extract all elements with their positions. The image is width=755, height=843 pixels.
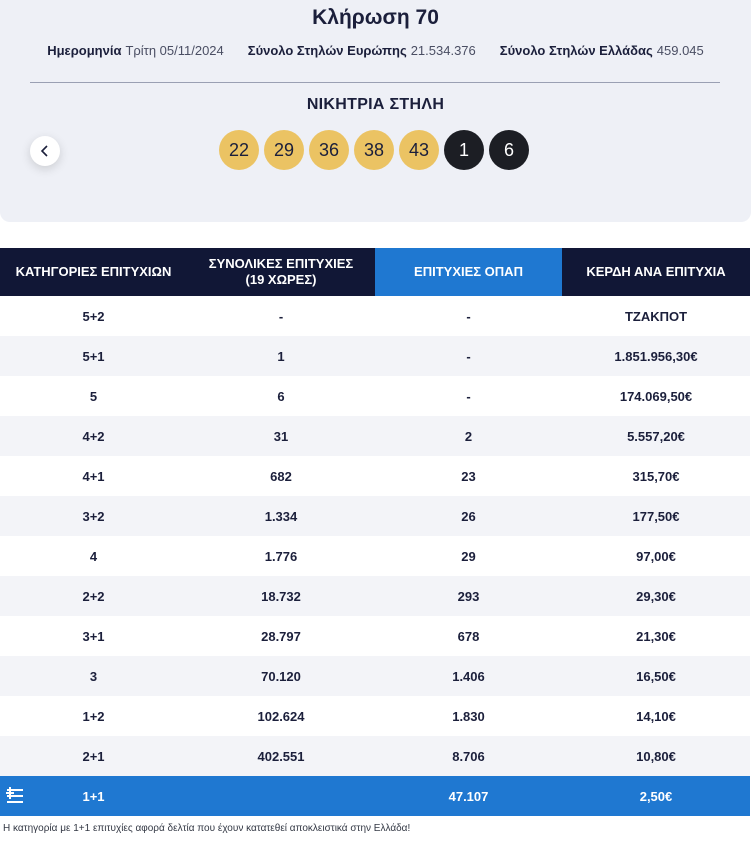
cell-total: [187, 776, 375, 816]
cell-prize: 16,50€: [562, 656, 750, 696]
greece-columns-label: Σύνολο Στηλών Ελλάδας: [499, 43, 653, 58]
cell-opap: 678: [375, 616, 562, 656]
europe-columns-label: Σύνολο Στηλών Ευρώπης: [247, 43, 407, 58]
cell-category: 2+2: [0, 576, 187, 616]
cell-category: 4+1: [0, 456, 187, 496]
draw-date-label: Ημερομηνία: [47, 43, 122, 58]
cell-total: 402.551: [187, 736, 375, 776]
header-total-wins: [187, 248, 375, 296]
number-ball: 36: [309, 130, 349, 170]
greek-flag-icon: [6, 787, 24, 805]
cell-opap: -: [375, 336, 562, 376]
draw-info-panel: [0, 0, 751, 222]
cell-total: 18.732: [187, 576, 375, 616]
chevron-left-icon: [40, 145, 50, 157]
cell-total: -: [187, 296, 375, 336]
greece-columns: [500, 43, 704, 58]
number-ball: 43: [399, 130, 439, 170]
header-opap-wins: ΕΠΙΤΥΧΙΕΣ ΟΠΑΠ: [375, 248, 562, 296]
table-row: [0, 496, 750, 536]
table-row: [0, 696, 750, 736]
cell-prize: 177,50€: [562, 496, 750, 536]
divider: [30, 82, 720, 83]
cell-category: 3+2: [0, 496, 187, 536]
cell-prize: 10,80€: [562, 736, 750, 776]
cell-total: 6: [187, 376, 375, 416]
cell-prize: ΤΖΑΚΠΟΤ: [562, 296, 750, 336]
cell-prize: 2,50€: [562, 776, 750, 816]
cell-prize: 97,00€: [562, 536, 750, 576]
cell-total: 1.776: [187, 536, 375, 576]
star-ball: 1: [444, 130, 484, 170]
cell-prize: 21,30€: [562, 616, 750, 656]
table-row: [0, 656, 750, 696]
winning-column-label: ΝΙΚΗΤΡΙΑ ΣΤΗΛΗ: [306, 96, 445, 113]
draw-date: [47, 43, 224, 58]
number-ball: 38: [354, 130, 394, 170]
table-row: [0, 336, 750, 376]
table-row: [0, 616, 750, 656]
footnote: Η κατηγορία με 1+1 επιτυχίες αφορά δελτία που έχουν κατατεθεί αποκλειστικά στην Ελλάδα!: [3, 823, 411, 834]
draw-title: Κλήρωση 70: [312, 6, 439, 29]
europe-columns: [248, 43, 476, 58]
cell-category: 4: [0, 536, 187, 576]
star-ball: 6: [489, 130, 529, 170]
header-prize: ΚΕΡΔΗ ΑΝΑ ΕΠΙΤΥΧΙΑ: [562, 248, 750, 296]
table-row: [0, 456, 750, 496]
table-row: [0, 416, 750, 456]
cell-opap: 23: [375, 456, 562, 496]
table-row: [0, 576, 750, 616]
cell-total: 70.120: [187, 656, 375, 696]
table-row: [0, 376, 750, 416]
cell-prize: 1.851.956,30€: [562, 336, 750, 376]
cell-category: 3+1: [0, 616, 187, 656]
number-ball: 22: [219, 130, 259, 170]
cell-total: 102.624: [187, 696, 375, 736]
cell-opap: 8.706: [375, 736, 562, 776]
cell-category: 5: [0, 376, 187, 416]
cell-category: 3: [0, 656, 187, 696]
cell-prize: 315,70€: [562, 456, 750, 496]
table-row-greece-only: [0, 776, 750, 816]
header-category: ΚΑΤΗΓΟΡΙΕΣ ΕΠΙΤΥΧΙΩΝ: [0, 248, 187, 296]
cell-total: 1: [187, 336, 375, 376]
cell-total: 28.797: [187, 616, 375, 656]
europe-columns-value: 21.534.376: [410, 43, 476, 58]
cell-total: 682: [187, 456, 375, 496]
header-total-line1: ΣΥΝΟΛΙΚΕΣ ΕΠΙΤΥΧΙΕΣ: [208, 256, 354, 271]
cell-opap: 293: [375, 576, 562, 616]
table-row: [0, 296, 750, 336]
cell-opap: 26: [375, 496, 562, 536]
cell-category: 5+2: [0, 296, 187, 336]
cell-opap: 47.107: [375, 776, 562, 816]
cell-prize: 14,10€: [562, 696, 750, 736]
cell-opap: 2: [375, 416, 562, 456]
header-total-line2: (19 ΧΩΡΕΣ): [245, 272, 317, 287]
table-row: [0, 736, 750, 776]
cell-prize: 29,30€: [562, 576, 750, 616]
number-ball: 29: [264, 130, 304, 170]
cell-category: 4+2: [0, 416, 187, 456]
cell-category-label: 1+1: [82, 788, 105, 804]
draw-meta: [0, 43, 751, 58]
cell-category: 5+1: [0, 336, 187, 376]
prize-table: [0, 248, 750, 816]
cell-opap: -: [375, 296, 562, 336]
draw-date-value: Τρίτη 05/11/2024: [125, 43, 224, 58]
previous-draw-button[interactable]: [30, 136, 60, 166]
cell-category: 2+1: [0, 736, 187, 776]
cell-opap: 29: [375, 536, 562, 576]
cell-total: 1.334: [187, 496, 375, 536]
cell-category: [0, 776, 187, 816]
cell-opap: 1.830: [375, 696, 562, 736]
table-row: [0, 536, 750, 576]
cell-prize: 174.069,50€: [562, 376, 750, 416]
cell-opap: 1.406: [375, 656, 562, 696]
cell-category: 1+2: [0, 696, 187, 736]
cell-opap: -: [375, 376, 562, 416]
cell-total: 31: [187, 416, 375, 456]
winning-numbers: [219, 130, 529, 170]
cell-prize: 5.557,20€: [562, 416, 750, 456]
greece-columns-value: 459.045: [656, 43, 704, 58]
